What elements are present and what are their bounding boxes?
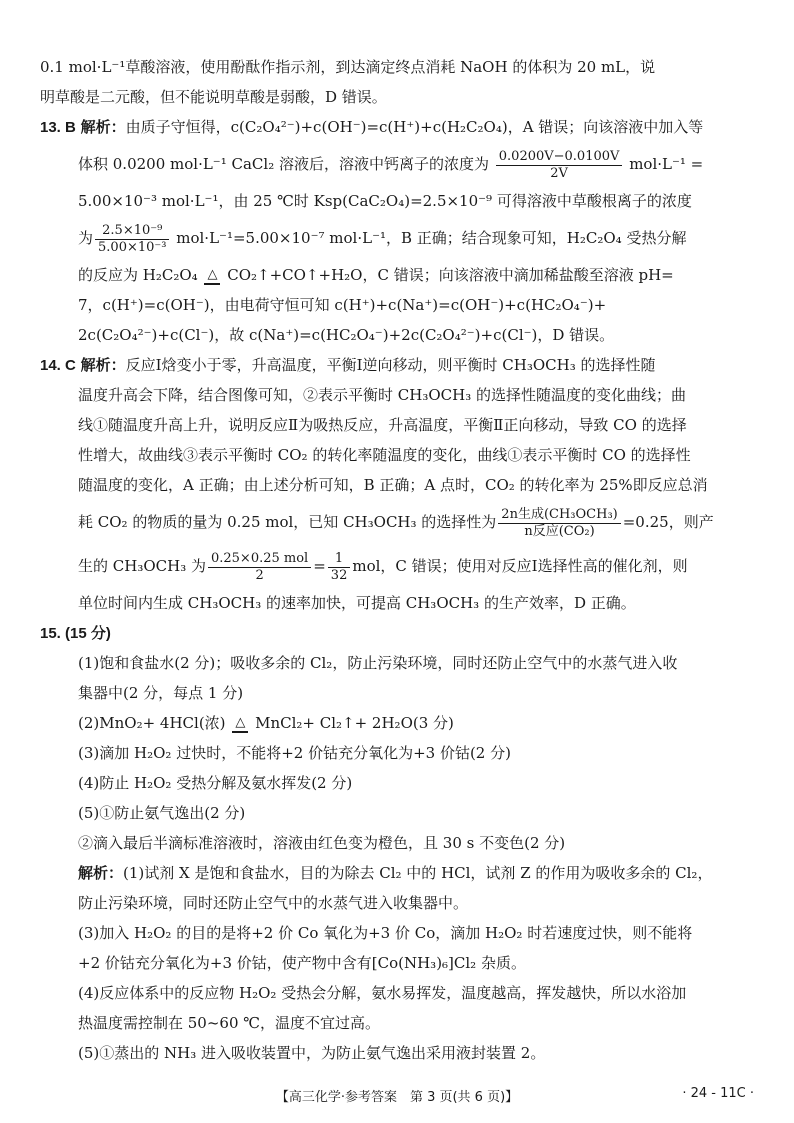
text-line	[40, 1038, 754, 1068]
line-text: 5.00×10⁻³ mol·L⁻¹，由 25 ℃时 Ksp(CaC₂O₄)=2.5×10⁻⁹ 可得溶液中草酸根离子的浓度	[78, 192, 692, 210]
line-text: (3)滴加 H₂O₂ 过快时，不能将+2 价钴充分氧化为+3 价钴(2 分)	[78, 744, 511, 762]
text-line	[40, 544, 754, 588]
line-text: 性增大，故曲线③表示平衡时 CO₂ 的转化率随温度的变化，曲线①表示平衡时 CO 的选择性	[78, 446, 691, 464]
reaction-condition	[204, 267, 220, 286]
line-text: mol·L⁻¹=5.00×10⁻⁷ mol·L⁻¹，B 正确；结合现象可知，H₂C₂O₄ 受热分解	[176, 229, 687, 247]
line-text: (1)饱和食盐水(2 分)；吸收多余的 Cl₂，防止污染环境，同时还防止空气中的水蒸气进入收	[78, 654, 678, 672]
question-13-line	[40, 112, 754, 142]
line-text: MnCl₂+ Cl₂↑+ 2H₂O(3 分)	[255, 714, 454, 732]
line-text: 的反应为 H₂C₂O₄	[78, 266, 198, 284]
fraction-denominator: 2V	[550, 165, 568, 181]
text-line	[40, 708, 754, 738]
line-text: 单位时间内生成 CH₃OCH₃ 的速率加快，可提高 CH₃OCH₃ 的生产效率，D 正确。	[78, 594, 636, 612]
line-text: (5)①蒸出的 NH₃ 进入吸收装置中，为防止氨气逸出采用液封装置 2。	[78, 1044, 546, 1062]
text-line	[40, 1008, 754, 1038]
text-line	[40, 52, 754, 82]
fraction	[208, 551, 311, 584]
fraction-numerator: 0.25×0.25 mol	[208, 551, 311, 568]
text-line	[40, 320, 754, 350]
fraction-numerator: 2n生成(CH₃OCH₃)	[498, 507, 620, 524]
reaction-condition	[232, 715, 248, 734]
question-number: 14. C	[40, 357, 76, 374]
line-text: 7，c(H⁺)=c(OH⁻)，由电荷守恒可知 c(H⁺)+c(Na⁺)=c(OH⁻)+c(HC₂O₄⁻)+	[78, 296, 607, 314]
text-line	[40, 82, 754, 112]
text-line	[40, 500, 754, 544]
equals-bar	[232, 732, 248, 734]
fraction	[498, 507, 620, 540]
line-text: 0.1 mol·L⁻¹草酸溶液，使用酚酞作指示剂，到达滴定终点消耗 NaOH 的体积为 20 mL，说	[40, 58, 656, 76]
text-line	[40, 216, 754, 260]
fraction-denominator: n反应(CO₂)	[524, 523, 595, 539]
analysis-label: 解析：	[78, 864, 124, 882]
text-line	[40, 978, 754, 1008]
fraction	[496, 149, 623, 182]
line-text: (4)防止 H₂O₂ 受热分解及氨水挥发(2 分)	[78, 774, 353, 792]
line-text: 温度升高会下降，结合图像可知，②表示平衡时 CH₃OCH₃ 的选择性随温度的变化曲线；曲	[78, 386, 686, 404]
fraction-denominator: 2	[255, 567, 264, 583]
line-text: 体积 0.0200 mol·L⁻¹ CaCl₂ 溶液后，溶液中钙离子的浓度为	[78, 155, 489, 173]
footer-page-info: 【高三化学·参考答案 第 3 页(共 6 页)】	[275, 1090, 519, 1105]
text-line	[40, 948, 754, 978]
text-line	[40, 828, 754, 858]
line-text: (4)反应体系中的反应物 H₂O₂ 受热会分解，氨水易挥发，温度越高，挥发越快，所以水浴加	[78, 984, 687, 1002]
line-text: CO₂↑+CO↑+H₂O，C 错误；向该溶液中滴加稀盐酸至溶液 pH=	[227, 266, 674, 284]
fraction-denominator: 32	[330, 567, 348, 583]
line-text: 生的 CH₃OCH₃ 为	[78, 557, 206, 575]
line-text: 随温度的变化，A 正确；由上述分析可知，B 正确；A 点时，CO₂ 的转化率为 25%即反应总消	[78, 476, 708, 494]
equals-bar	[204, 284, 220, 286]
line-text: 为	[78, 229, 94, 247]
question-number: 15. (15 分)	[40, 625, 111, 642]
line-text: 线①随温度升高上升，说明反应Ⅱ为吸热反应，升高温度，平衡Ⅱ正向移动，导致 CO 的选择	[78, 416, 687, 434]
fraction	[95, 223, 169, 256]
fraction-numerator: 2.5×10⁻⁹	[95, 223, 169, 240]
analysis-label: 解析：	[80, 356, 126, 374]
line-text: =	[313, 557, 326, 575]
line-text: 防止污染环境，同时还防止空气中的水蒸气进入收集器中。	[78, 894, 469, 912]
line-text: (1)试剂 X 是饱和食盐水，目的为除去 Cl₂ 中的 HCl，试剂 Z 的作用为吸收多余的 Cl₂，	[123, 864, 713, 882]
footer-code: · 24 - 11C ·	[682, 1086, 754, 1101]
line-text: =0.25，则产	[622, 513, 714, 531]
line-text: 2c(C₂O₄²⁻)+c(Cl⁻)，故 c(Na⁺)=c(HC₂O₄⁻)+2c(C₂O₄²⁻)+c(Cl⁻)，D 错误。	[78, 326, 615, 344]
text-line	[40, 470, 754, 500]
line-text: 由质子守恒得，c(C₂O₄²⁻)+c(OH⁻)=c(H⁺)+c(H₂C₂O₄)，A 错误；向该溶液中加入等	[125, 118, 704, 136]
text-line	[40, 186, 754, 216]
text-line	[40, 648, 754, 678]
text-line	[40, 410, 754, 440]
line-text: (5)①防止氨气逸出(2 分)	[78, 804, 246, 822]
line-text: mol·L⁻¹ =	[629, 155, 704, 173]
question-15-line	[40, 618, 754, 648]
question-14-line	[40, 350, 754, 380]
line-text: +2 价钴充分氧化为+3 价钴，使产物中含有[Co(NH₃)₆]Cl₂ 杂质。	[78, 954, 526, 972]
line-text: 耗 CO₂ 的物质的量为 0.25 mol，已知 CH₃OCH₃ 的选择性为	[78, 513, 497, 531]
heat-symbol: △	[232, 715, 248, 732]
text-line	[40, 142, 754, 186]
text-line	[40, 260, 754, 290]
fraction-denominator: 5.00×10⁻³	[98, 239, 167, 255]
fraction-numerator: 0.0200V−0.0100V	[496, 149, 623, 166]
text-line	[40, 440, 754, 470]
line-text: ②滴入最后半滴标准溶液时，溶液由红色变为橙色，且 30 s 不变色(2 分)	[78, 834, 566, 852]
line-text: 热温度需控制在 50~60 ℃，温度不宜过高。	[78, 1014, 381, 1032]
text-line	[40, 290, 754, 320]
text-line	[40, 738, 754, 768]
text-line	[40, 768, 754, 798]
text-line	[40, 918, 754, 948]
text-line	[40, 798, 754, 828]
text-line	[40, 888, 754, 918]
line-text: (2)MnO₂+ 4HCl(浓)	[78, 714, 226, 732]
text-line	[40, 380, 754, 410]
text-line	[40, 678, 754, 708]
line-text: mol，C 错误；使用对反应Ⅰ选择性高的催化剂，则	[352, 557, 688, 575]
line-text: 集器中(2 分，每点 1 分)	[78, 684, 244, 702]
line-text: 明草酸是二元酸，但不能说明草酸是弱酸，D 错误。	[40, 88, 387, 106]
fraction-numerator: 1	[328, 551, 351, 568]
line-text: 反应Ⅰ焓变小于零，升高温度，平衡Ⅰ逆向移动，则平衡时 CH₃OCH₃ 的选择性随	[125, 356, 656, 374]
analysis-label: 解析：	[80, 118, 126, 136]
page-footer	[40, 1086, 754, 1108]
line-text: (3)加入 H₂O₂ 的目的是将+2 价 Co 氧化为+3 价 Co，滴加 H₂O₂ 时若速度过快，则不能将	[78, 924, 693, 942]
fraction	[328, 551, 351, 584]
question-number: 13. B	[40, 119, 76, 136]
heat-symbol: △	[204, 267, 220, 284]
text-line	[40, 588, 754, 618]
text-line	[40, 858, 754, 888]
